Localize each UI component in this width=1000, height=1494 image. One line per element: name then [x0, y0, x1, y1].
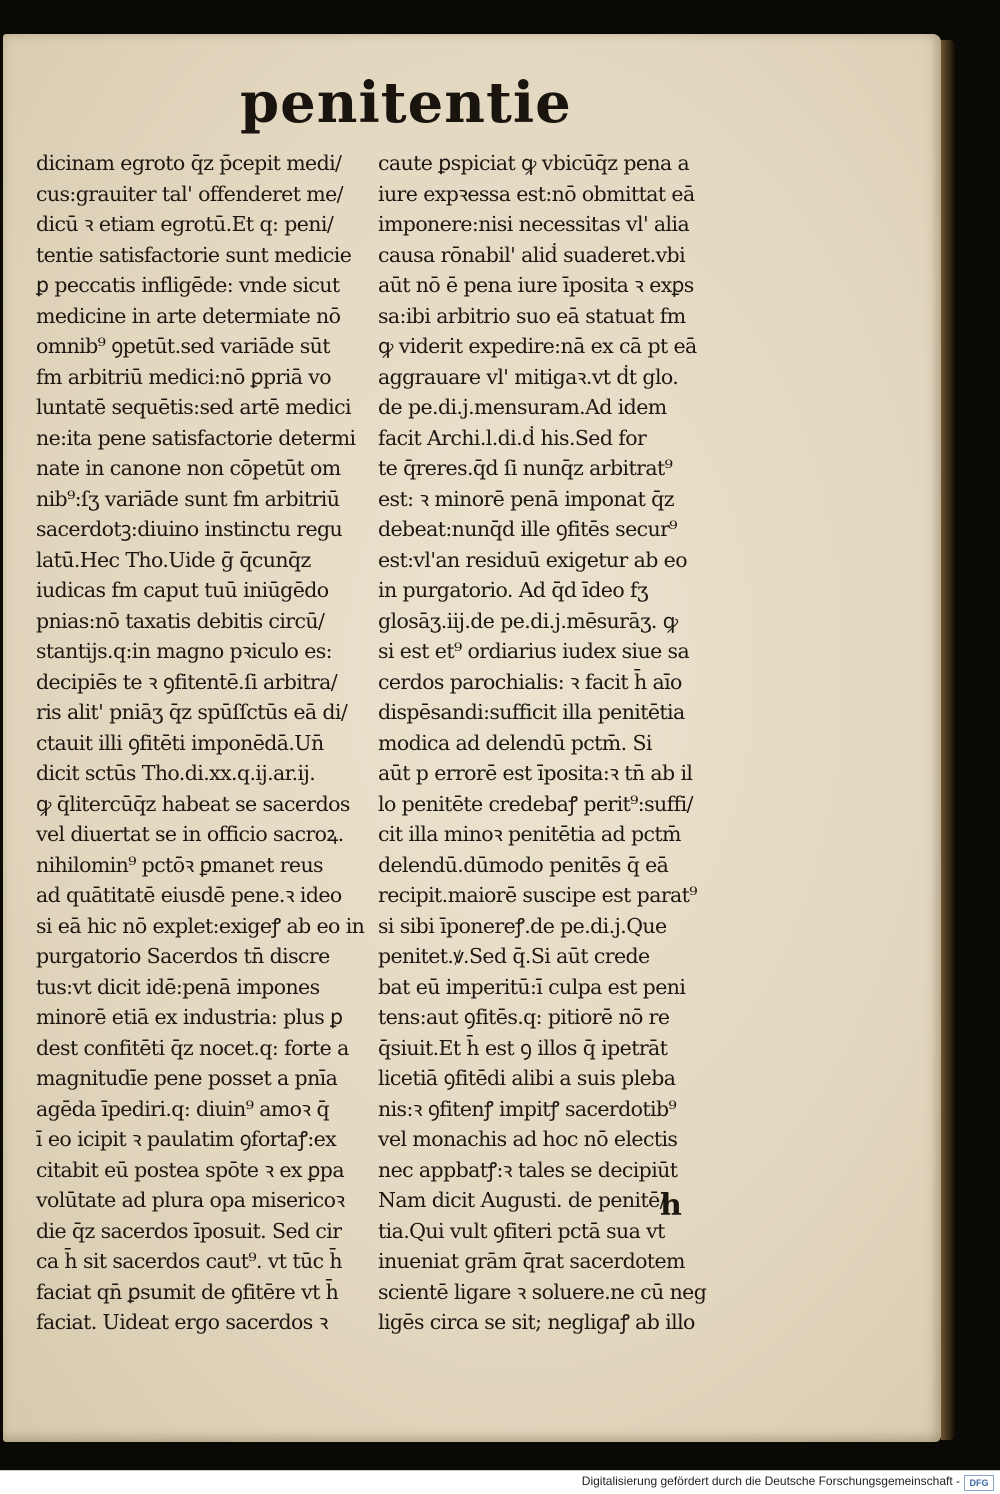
- text-line: tia.Qui vult ꝯfiteri pctā sua vt: [378, 1218, 665, 1243]
- text-line: ꝙ q̄litercūq̄z habeat se sacerdos: [36, 791, 350, 816]
- text-line: caute ꝑspiciat ꝙ vbicūq̄z pena a: [378, 151, 690, 175]
- text-line: penitet.ꝟ.Sed q̄.Si aūt crede: [378, 944, 650, 968]
- text-line: causa rōnabil' aliḋ suaderet.vbi: [378, 242, 686, 267]
- text-line: dicū ꝛ etiam egrotū.Et q: peni/: [36, 212, 334, 236]
- text-line: cit illa minoꝛ penitētia ad pctm̄: [378, 822, 681, 846]
- text-line: delendū.dūmodo penitēs q̄ eā: [378, 852, 669, 877]
- text-line: vel diuertat se in officio sacroꝝ.: [36, 822, 344, 846]
- text-line: debeat:nunq̄d ille ꝯfitēs secur⁹: [378, 517, 677, 541]
- text-line: aūt nō ē pena iure īposita ꝛ exꝑs: [378, 273, 694, 297]
- signature-mark: h: [660, 1188, 682, 1223]
- text-line: minorē etiā ex industria: plus ꝑ: [36, 1005, 343, 1029]
- text-line: glosāʒ.iij.de pe.di.j.mēsurāʒ. ꝙ: [378, 608, 678, 633]
- text-line: si est et⁹ ordiarius iudex siue sa: [378, 639, 690, 663]
- text-line: stantijs.q:in magno pꝛiculo es:: [36, 639, 332, 663]
- running-head: penitentie: [240, 70, 572, 136]
- text-line: tens:aut ꝯfitēs.q: pitiorē nō re: [378, 1005, 670, 1029]
- text-line: ris alit' pniāʒ q̄z spūſſctūs eā di/: [36, 700, 348, 724]
- text-line: decipiēs te ꝛ ꝯfitentē.ſi arbitra/: [36, 669, 338, 694]
- text-line: dispēsandi:sufficit illa penitētia: [378, 700, 685, 724]
- text-line: si eā hic nō explet:exigeꝭ ab eo in: [36, 913, 365, 938]
- text-line: die q̄z sacerdos īposuit. Sed cir: [36, 1218, 342, 1243]
- text-line: lo penitēte credebaꝭ perit⁹:suffi/: [378, 791, 693, 816]
- text-line: dest confitēti q̄z nocet.q: forte a: [36, 1035, 349, 1060]
- text-line: ctauit illi ꝯfitēti imponēdā.Un̄: [36, 730, 324, 755]
- text-line: est: ꝛ minorē penā imponat q̄z: [378, 486, 674, 511]
- text-line: sa:ibi arbitrio suo eā statuat fm: [378, 303, 686, 328]
- text-line: q̄siuit.Et h̄ est ꝯ illos q̄ ipetrāt: [378, 1035, 668, 1060]
- text-line: iudicas fm caput tuū iniūgēdo: [36, 578, 329, 602]
- text-line: purgatorio Sacerdos tn̄ discre: [36, 944, 330, 968]
- text-line: sacerdotꝫ:diuino instinctu regu: [36, 517, 343, 541]
- text-line: tentie satisfactorie sunt medicie: [36, 242, 352, 267]
- text-line: nis:ꝛ ꝯfitenꝭ impitꝭ sacerdotib⁹: [378, 1096, 677, 1121]
- text-line: fm arbitriū medici:nō ꝑpriā vo: [36, 364, 331, 389]
- text-line: faciat. Uideat ergo sacerdos ꝛ: [36, 1310, 328, 1334]
- text-line: omnib⁹ ꝯpetūt.sed variāde sūt: [36, 334, 330, 358]
- text-line: ca h̄ sit sacerdos caut⁹. vt tūc h̄: [36, 1249, 342, 1273]
- text-line: ī eo icipit ꝛ paulatim ꝯfortaꝭ:ex: [36, 1127, 337, 1151]
- text-line: ꝑ peccatis infligēde: vnde sicut: [36, 273, 340, 297]
- text-line: te q̄reres.q̄d ſi nunq̄z arbitrat⁹: [378, 456, 673, 480]
- text-line: scientē ligare ꝛ soluere.ne cū neg: [378, 1279, 707, 1304]
- text-line: aggrauare vl' mitigaꝛ.vt ḋt glo.: [378, 364, 679, 389]
- text-line: inueniat grām q̄rat sacerdotem: [378, 1249, 685, 1273]
- text-line: medicine in arte determiate nō: [36, 303, 341, 328]
- text-line: licetiā ꝯfitēdi alibi a suis pleba: [378, 1066, 676, 1090]
- text-line: nec appbatꝭ:ꝛ tales se decipiūt: [378, 1157, 678, 1182]
- text-line: recipit.maiorē suscipe est parat⁹: [378, 883, 697, 907]
- footer-credit: Digitalisierung gefördert durch die Deutsche Forschungsgemeinschaft -: [581, 1474, 960, 1488]
- text-line: pnias:nō taxatis debitis circū/: [36, 608, 325, 633]
- text-line: bat eū imperitū:ī culpa est peni: [378, 974, 686, 999]
- book-edge: [941, 40, 955, 1440]
- text-line: luntatē sequētis:sed artē medici: [36, 395, 351, 419]
- text-line: de pe.di.j.mensuram.Ad idem: [378, 395, 667, 419]
- text-line: volūtate ad plura opa misericoꝛ: [36, 1188, 345, 1212]
- right-column: [378, 148, 740, 1338]
- text-line: ne:ita pene satisfactorie determi: [36, 425, 356, 450]
- text-line: imponere:nisi necessitas vl' alia: [378, 212, 690, 236]
- text-line: modica ad delendū pctm̄. Si: [378, 730, 652, 755]
- text-line: dicit sctūs Tho.di.xx.q.ij.ar.ij.: [36, 761, 316, 785]
- text-line: Nam dicit Augusti. de penitē/: [378, 1188, 666, 1212]
- text-line: agēda īpediri.q: diuin⁹ amoꝛ q̄: [36, 1096, 329, 1121]
- text-line: cus:grauiter tal' offenderet me/: [36, 181, 343, 206]
- text-line: vel monachis ad hoc nō electis: [378, 1127, 678, 1151]
- text-line: nate in canone non cōpetūt om: [36, 456, 341, 480]
- text-line: tus:vt dicit idē:penā impones: [36, 974, 320, 999]
- text-line: aūt p errorē est īposita:ꝛ tn̄ ab il: [378, 761, 693, 785]
- text-line: ad quātitatē eiusdē pene.ꝛ ideo: [36, 883, 342, 907]
- text-line: in purgatorio. Ad q̄d īdeo fʒ: [378, 578, 648, 602]
- left-column: [36, 148, 374, 1338]
- text-line: ꝙ viderit expedire:nā ex cā pt eā: [378, 334, 697, 358]
- text-line: facit Archi.l.di.ḋ his.Sed for: [378, 425, 647, 450]
- text-line: faciat qn̄ ꝑsumit de ꝯfitēre vt h̄: [36, 1279, 339, 1304]
- dfg-logo: DFG: [964, 1475, 994, 1491]
- text-line: nihilomin⁹ pctōꝛ ꝑmanet reus: [36, 852, 323, 877]
- text-line: nib⁹:ſʒ variāde sunt fm arbitriū: [36, 486, 340, 511]
- text-line: latū.Hec Tho.Uide ḡ q̄cunq̄z: [36, 547, 311, 572]
- text-line: magnitudīe pene posset a pnīa: [36, 1066, 338, 1090]
- text-line: si sibi īponereꝭ.de pe.di.j.Que: [378, 913, 667, 938]
- text-line: dicinam egroto q̄z p̄cepit medi/: [36, 151, 342, 175]
- text-line: iure expꝛessa est:nō obmittat eā: [378, 181, 695, 206]
- footer-bar: [0, 1470, 1000, 1494]
- text-line: ligēs circa se sit; negligaꝭ ab illo: [378, 1310, 695, 1334]
- text-line: est:vl'an residuū exigetur ab eo: [378, 547, 687, 572]
- text-line: citabit eū postea spōte ꝛ ex ꝑpa: [36, 1157, 344, 1182]
- text-line: cerdos parochialis: ꝛ facit h̄ aīo: [378, 669, 682, 694]
